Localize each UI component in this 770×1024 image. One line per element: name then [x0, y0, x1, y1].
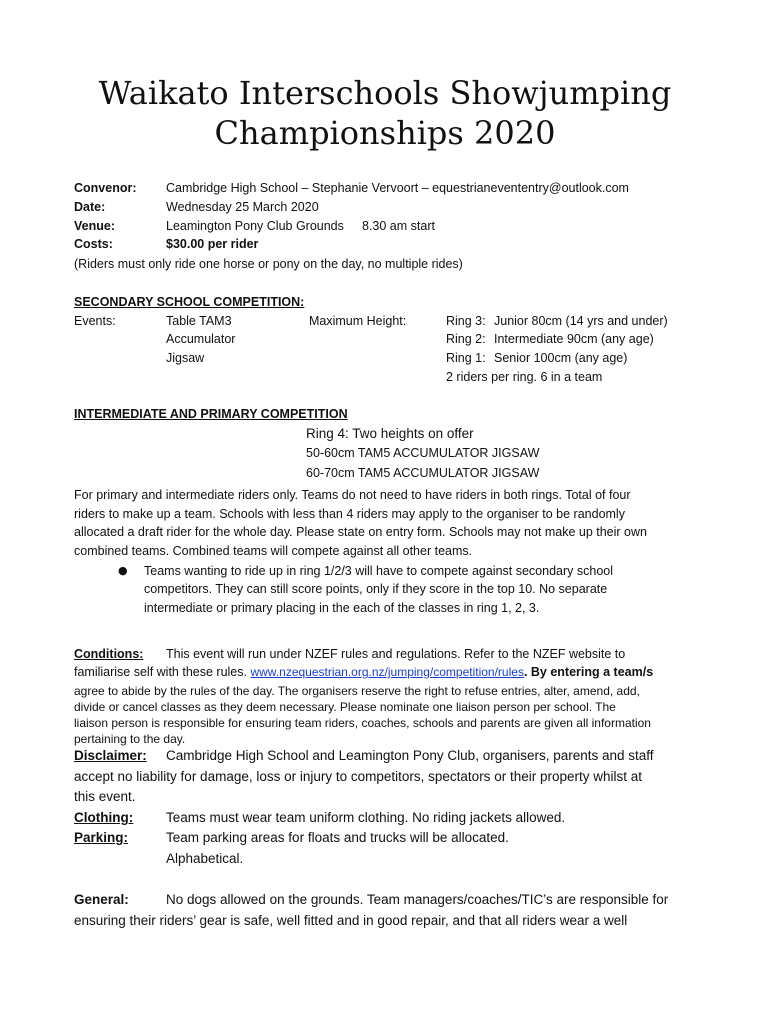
intermediate-para-line: allocated a draft rider for the whole day. Please state on entry form. Schools may not make up their own — [74, 525, 647, 539]
ring-desc: Junior 80cm (14 yrs and under) — [494, 314, 668, 328]
disclaimer-line: accept no liability for damage, loss or injury to competitors, spectators or their property whilst at — [74, 769, 642, 784]
parking-label: Parking: — [74, 830, 129, 845]
bullet-icon: ● — [118, 564, 128, 577]
ring4-heading: Ring 4: Two heights on offer — [306, 426, 474, 441]
bullet-line: intermediate or primary placing in the each of the classes in ring 1, 2, 3. — [144, 601, 540, 615]
disclaimer-label: Disclaimer: — [74, 748, 147, 763]
conditions-line: liaison person is responsible for ensuring team riders, coaches, schools and parents are given all information — [74, 716, 651, 730]
conditions-line: divide or cancel classes as they deem necessary. Please nominate one liaison person per school. The — [74, 700, 616, 714]
ring-label: Ring 3: — [446, 314, 486, 328]
intermediate-heading: INTERMEDIATE AND PRIMARY COMPETITION — [74, 407, 348, 421]
height-option: 60-70cm TAM5 ACCUMULATOR JIGSAW — [306, 466, 540, 480]
venue-label: Venue: — [74, 219, 115, 233]
team-note: 2 riders per ring. 6 in a team — [446, 370, 603, 384]
height-option: 50-60cm TAM5 ACCUMULATOR JIGSAW — [306, 446, 540, 460]
parking-value-2: Alphabetical. — [166, 851, 244, 866]
clothing-label: Clothing: — [74, 810, 134, 825]
bullet-line: competitors. They can still score points, only if they score in the top 10. No separate — [144, 582, 608, 596]
conditions-line-pre: familiarise self with these rules. — [74, 665, 247, 679]
riders-note: (Riders must only ride one horse or pony on the day, no multiple rides) — [74, 257, 463, 271]
clothing-value: Teams must wear team uniform clothing. No riding jackets allowed. — [166, 810, 566, 825]
venue-value: Leamington Pony Club Grounds — [166, 219, 344, 233]
max-height-label: Maximum Height: — [309, 314, 407, 328]
secondary-heading: SECONDARY SCHOOL COMPETITION: — [74, 295, 305, 309]
conditions-line: This event will run under NZEF rules and regulations. Refer to the NZEF website to — [166, 647, 626, 661]
events-label: Events: — [74, 314, 116, 328]
document-title-line2: Championships 2020 — [214, 114, 556, 152]
document-title-line1: Waikato Interschools Showjumping — [98, 74, 672, 112]
nzef-rules-link[interactable]: www.nzequestrian.org.nz/jumping/competition/rules — [250, 665, 524, 679]
conditions-line-post: . By entering a team/s — [523, 665, 654, 679]
bullet-line: Teams wanting to ride up in ring 1/2/3 will have to compete against secondary school — [144, 564, 614, 578]
intermediate-para-line: combined teams. Combined teams will compete against all other teams. — [74, 544, 473, 558]
disclaimer-line: this event. — [74, 789, 136, 804]
disclaimer-line: Cambridge High School and Leamington Pony Club, organisers, parents and staff — [166, 748, 654, 763]
convenor-value: Cambridge High School – Stephanie Vervoort – equestrianevententry@outlook.com — [166, 181, 629, 195]
costs-value: $30.00 per rider — [166, 237, 259, 251]
general-line: No dogs allowed on the grounds. Team managers/coaches/TIC’s are responsible for — [166, 892, 669, 907]
costs-label: Costs: — [74, 237, 113, 251]
date-label: Date: — [74, 200, 106, 214]
conditions-line: agree to abide by the rules of the day. The organisers reserve the right to refuse entries, alter, amend, add, — [74, 684, 640, 698]
general-line: ensuring their riders’ gear is safe, well fitted and in good repair, and that all riders wear a well — [74, 913, 628, 928]
ring-desc: Intermediate 90cm (any age) — [494, 332, 654, 346]
event-item: Table TAM3 — [166, 314, 232, 328]
parking-value: Team parking areas for floats and trucks will be allocated. — [166, 830, 509, 845]
ring-label: Ring 2: — [446, 332, 486, 346]
intermediate-para-line: For primary and intermediate riders only. Teams do not need to have riders in both rings. Total of four — [74, 488, 631, 502]
convenor-label: Convenor: — [74, 181, 137, 195]
ring-label: Ring 1: — [446, 351, 486, 365]
conditions-line — [74, 665, 653, 679]
ring-desc: Senior 100cm (any age) — [494, 351, 628, 365]
event-item: Jigsaw — [166, 351, 205, 365]
general-label: General: — [74, 892, 129, 907]
date-value: Wednesday 25 March 2020 — [166, 200, 319, 214]
venue-start: 8.30 am start — [362, 219, 435, 233]
conditions-label: Conditions: — [74, 647, 144, 661]
conditions-line: pertaining to the day. — [74, 732, 186, 746]
event-item: Accumulator — [166, 332, 236, 346]
intermediate-para-line: riders to make up a team. Schools with less than 4 riders may apply to the organiser to be randomly — [74, 507, 625, 521]
